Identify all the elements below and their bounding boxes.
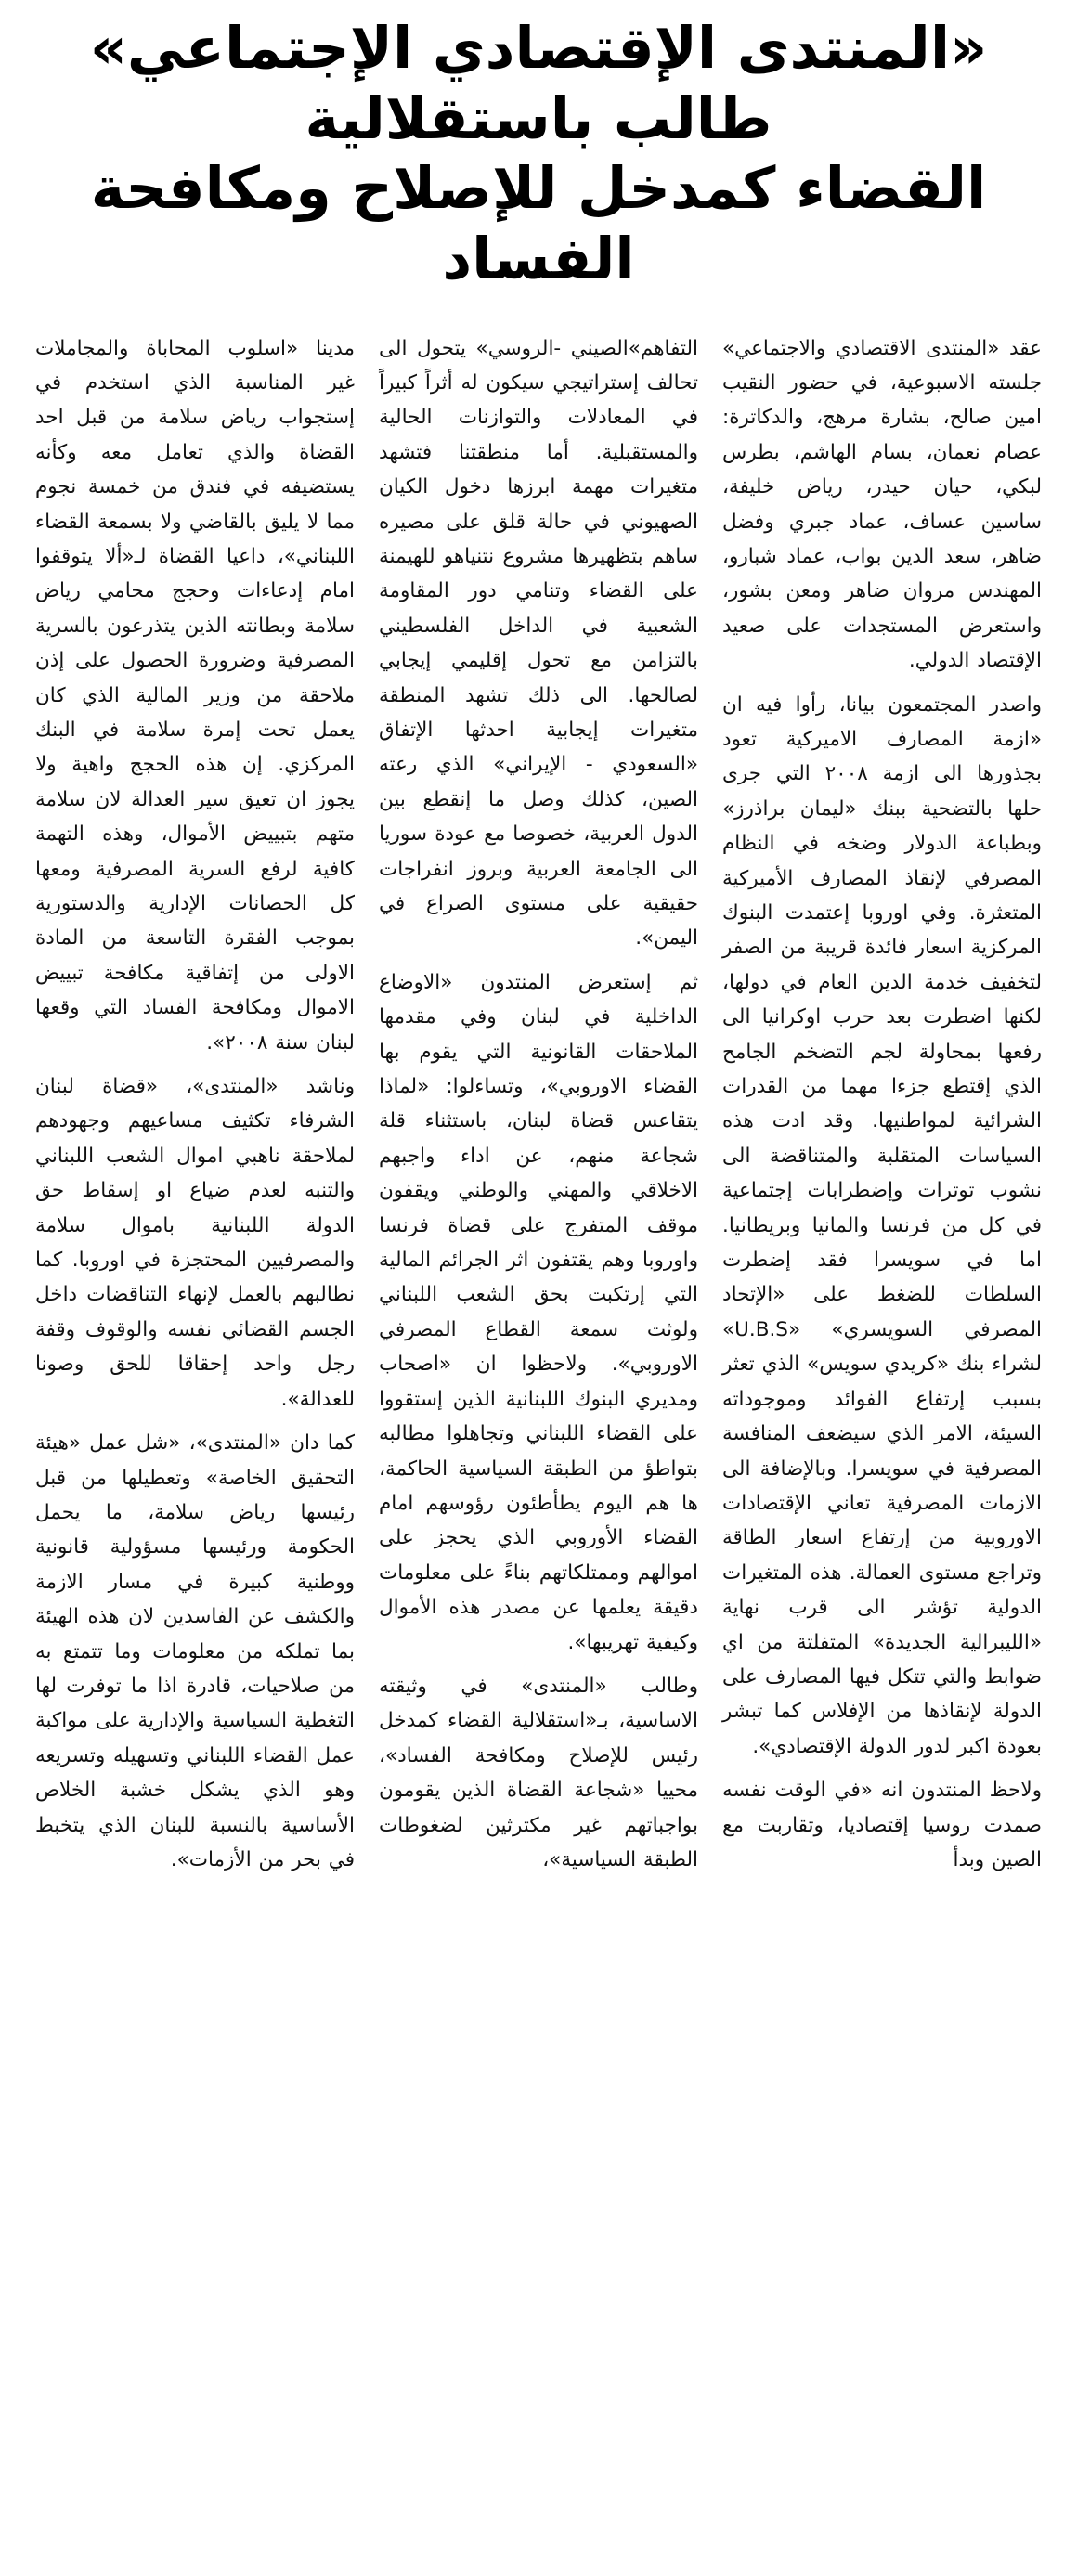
article-paragraph: ثم إستعرض المنتدون «الاوضاع الداخلية في لبنان وفي مقدمها الملاحقات القانونية التي يقوم بها القضاء الاوروبي»، وتساءلوا: «لماذا يتقاعس قضاة لبنان، باستثناء قلة شجاعة منهم، عن اداء واجبهم الاخلاقي والمهني والوطني ويقفون موقف المتفرج على قضاة فرنسا واوروبا وهم يقتفون اثر الجرائم المالية التي إرتكبت بحق الشعب اللبناني ولوثت سمعة القطاع المصرفي الاوروبي». ولاحظوا ان «اصحاب ومديري البنوك اللبنانية الذين إستقووا على القضاء اللبناني وتجاهلوا مطالبه بتواطؤ من الطبقة السياسية الحاكمة، ها هم اليوم يطأطئون رؤوسهم امام القضاء الأوروبي الذي يحجز على اموالهم وممتلكاتهم بناءً على معلومات دقيقة يعلمها عن مصدر هذه الأموال وكيفية تهريبها». bbox=[379, 970, 698, 1654]
article-paragraph: وناشد «المنتدى»، «قضاة لبنان الشرفاء تكثيف مساعيهم وجهودهم لملاحقة ناهبي اموال الشعب اللبناني والتنبه لعدم ضياع او إسقاط حق الدولة اللبنانية باموال سلامة والمصرفيين المحتجزة في اوروبا. كما نطالبهم بالعمل لإنهاء التناقضات داخل الجسم القضائي نفسه والوقوف وقفة رجل واحد إحقاقا للحق وصونا للعدالة». bbox=[35, 1075, 355, 1411]
headline-line-1: «المنتدى الإقتصادي الإجتماعي» طالب باستقلالية bbox=[89, 14, 988, 152]
article-column-left bbox=[35, 331, 355, 1887]
article-paragraph: مدينا «اسلوب المحاباة والمجاملات غير المناسبة الذي استخدم في إستجواب رياض سلامة من قبل احد القضاة والذي تعامل معه وكأنه يستضيفه في فندق من خمسة نجوم مما لا يليق بالقاضي ولا بسمعة القضاء اللبناني»، داعيا القضاة لـ«ألا يتوقفوا امام إدعاءات وحجج محامي رياض سلامة وبطانته الذين يتذرعون بالسرية المصرفية وضرورة الحصول على إذن ملاحقة من وزير المالية الذي كان يعمل تحت إمرة سلامة في البنك المركزي. إن هذه الحجج واهية ولا يجوز ان تعيق سير العدالة لان سلامة متهم بتبييض الأموال، وهذه التهمة كافية لرفع السرية المصرفية ومعها كل الحصانات الإدارية والدستورية بموجب الفقرة التاسعة من المادة الاولى من إتفاقية مكافحة تبييض الاموال ومكافحة الفساد التي وقعها لبنان سنة ٢٠٠٨». bbox=[35, 336, 355, 1055]
article-column-middle bbox=[379, 331, 698, 1887]
article-paragraph: ولاحظ المنتدون انه «في الوقت نفسه صمدت روسيا إقتصاديا، وتقاربت مع الصين وبدأ bbox=[722, 1779, 1042, 1871]
article-headline bbox=[35, 13, 1042, 294]
article-paragraph: عقد «المنتدى الاقتصادي والاجتماعي» جلسته الاسبوعية، في حضور النقيب امين صالح، بشارة مرهج، والدكاترة: عصام نعمان، بسام الهاشم، بطرس لبكي، حيان حيدر، رياض خليفة، ساسين عساف، عماد جبري وفضل ضاهر، سعد الدين بواب، عماد شبارو، المهندس مروان ضاهر ومعن بشور، واستعرض المستجدات على صعيد الإقتصاد الدولي. bbox=[722, 336, 1042, 673]
article-column-right bbox=[722, 331, 1042, 1887]
article-paragraph: التفاهم»الصيني -الروسي» يتحول الى تحالف إستراتيجي سيكون له أثراً كبيراً في المعادلات والتوازنات الحالية والمستقبلية. أما منطقتنا فتشهد متغيرات مهمة ابرزها دخول الكيان الصهيوني في حالة قلق على مصيره ساهم بتظهيرها مشروع نتنياهو للهيمنة على القضاء وتنامي دور المقاومة الشعبية في الداخل الفلسطيني بالتزامن مع تحول إقليمي إيجابي لصالحها. الى ذلك تشهد المنطقة متغيرات إيجابية احدثها الإتفاق «السعودي - الإيراني» الذي رعته الصين، كذلك وصل ما إنقطع بين الدول العربية، خصوصا مع عودة سوريا الى الجامعة العربية وبروز انفراجات حقيقية على مستوى الصراع في اليمن». bbox=[379, 336, 698, 951]
article-columns bbox=[35, 331, 1042, 1887]
article-paragraph: وطالب «المنتدى» في وثيقته الاساسية، بـ«استقلالية القضاء كمدخل رئيس للإصلاح ومكافحة الفساد»، محييا «شجاعة القضاة الذين يقومون بواجباتهم غير مكترثين لضغوطات الطبقة السياسية»، bbox=[379, 1674, 698, 1871]
article-paragraph: كما دان «المنتدى»، «شل عمل «هيئة التحقيق الخاصة» وتعطيلها من قبل رئيسها رياض سلامة، ما يحمل الحكومة ورئيسها مسؤولية قانونية ووطنية كبيرة في مسار الازمة والكشف عن الفاسدين لان هذه الهيئة بما تملكه من معلومات وما تتمتع به من صلاحيات، قادرة اذا ما توفرت لها التغطية السياسية والإدارية على مواكبة عمل القضاء اللبناني وتسهيله وتسريعه وهو الذي يشكل خشبة الخلاص الأساسية بالنسبة للبنان الذي يتخبط في بحر من الأزمات». bbox=[35, 1431, 355, 1871]
headline-line-2: القضاء كمدخل للإصلاح ومكافحة الفساد bbox=[90, 154, 987, 292]
article-paragraph: واصدر المجتمعون بيانا، رأوا فيه ان «ازمة المصارف الاميركية تعود بجذورها الى ازمة ٢٠٠٨ التي جرى حلها بالتضحية ببنك «ليمان براذرز» وبطباعة الدولار وضخه في النظام المصرفي لإنقاذ المصارف الأميركية المتعثرة. وفي اوروبا إعتمدت البنوك المركزية اسعار فائدة قريبة من الصفر لتخفيف خدمة الدين العام في دولها، لكنها اضطرت بعد حرب اوكرانيا الى رفعها بمحاولة لجم التضخم الجامح الذي إقتطع جزءا مهما من القدرات الشرائية لمواطنيها. وقد ادت هذه السياسات المتقلبة والمتناقضة الى نشوب توترات وإضطرابات إجتماعية في كل من فرنسا والمانيا وبريطانيا. اما في سويسرا فقد إضطرت السلطات للضغط على «الإتحاد المصرفي السويسري» «U.B.S» لشراء بنك «كريدي سويس» الذي تعثر بسبب إرتفاع الفوائد وموجوداته السيئة، الامر الذي سيضعف المنافسة المصرفية في سويسرا. وبالإضافة الى الازمات المصرفية تعاني الإقتصادات الاوروبية من إرتفاع اسعار الطاقة وتراجع مستوى العمالة. هذه المتغيرات الدولية تؤشر الى قرب نهاية «الليبرالية الجديدة» المتفلتة من اي ضوابط والتي تتكل فيها المصارف على الدولة لإنقاذها من الإفلاس كما تبشر بعودة اكبر لدور الدولة الإقتصادي». bbox=[722, 693, 1042, 1758]
